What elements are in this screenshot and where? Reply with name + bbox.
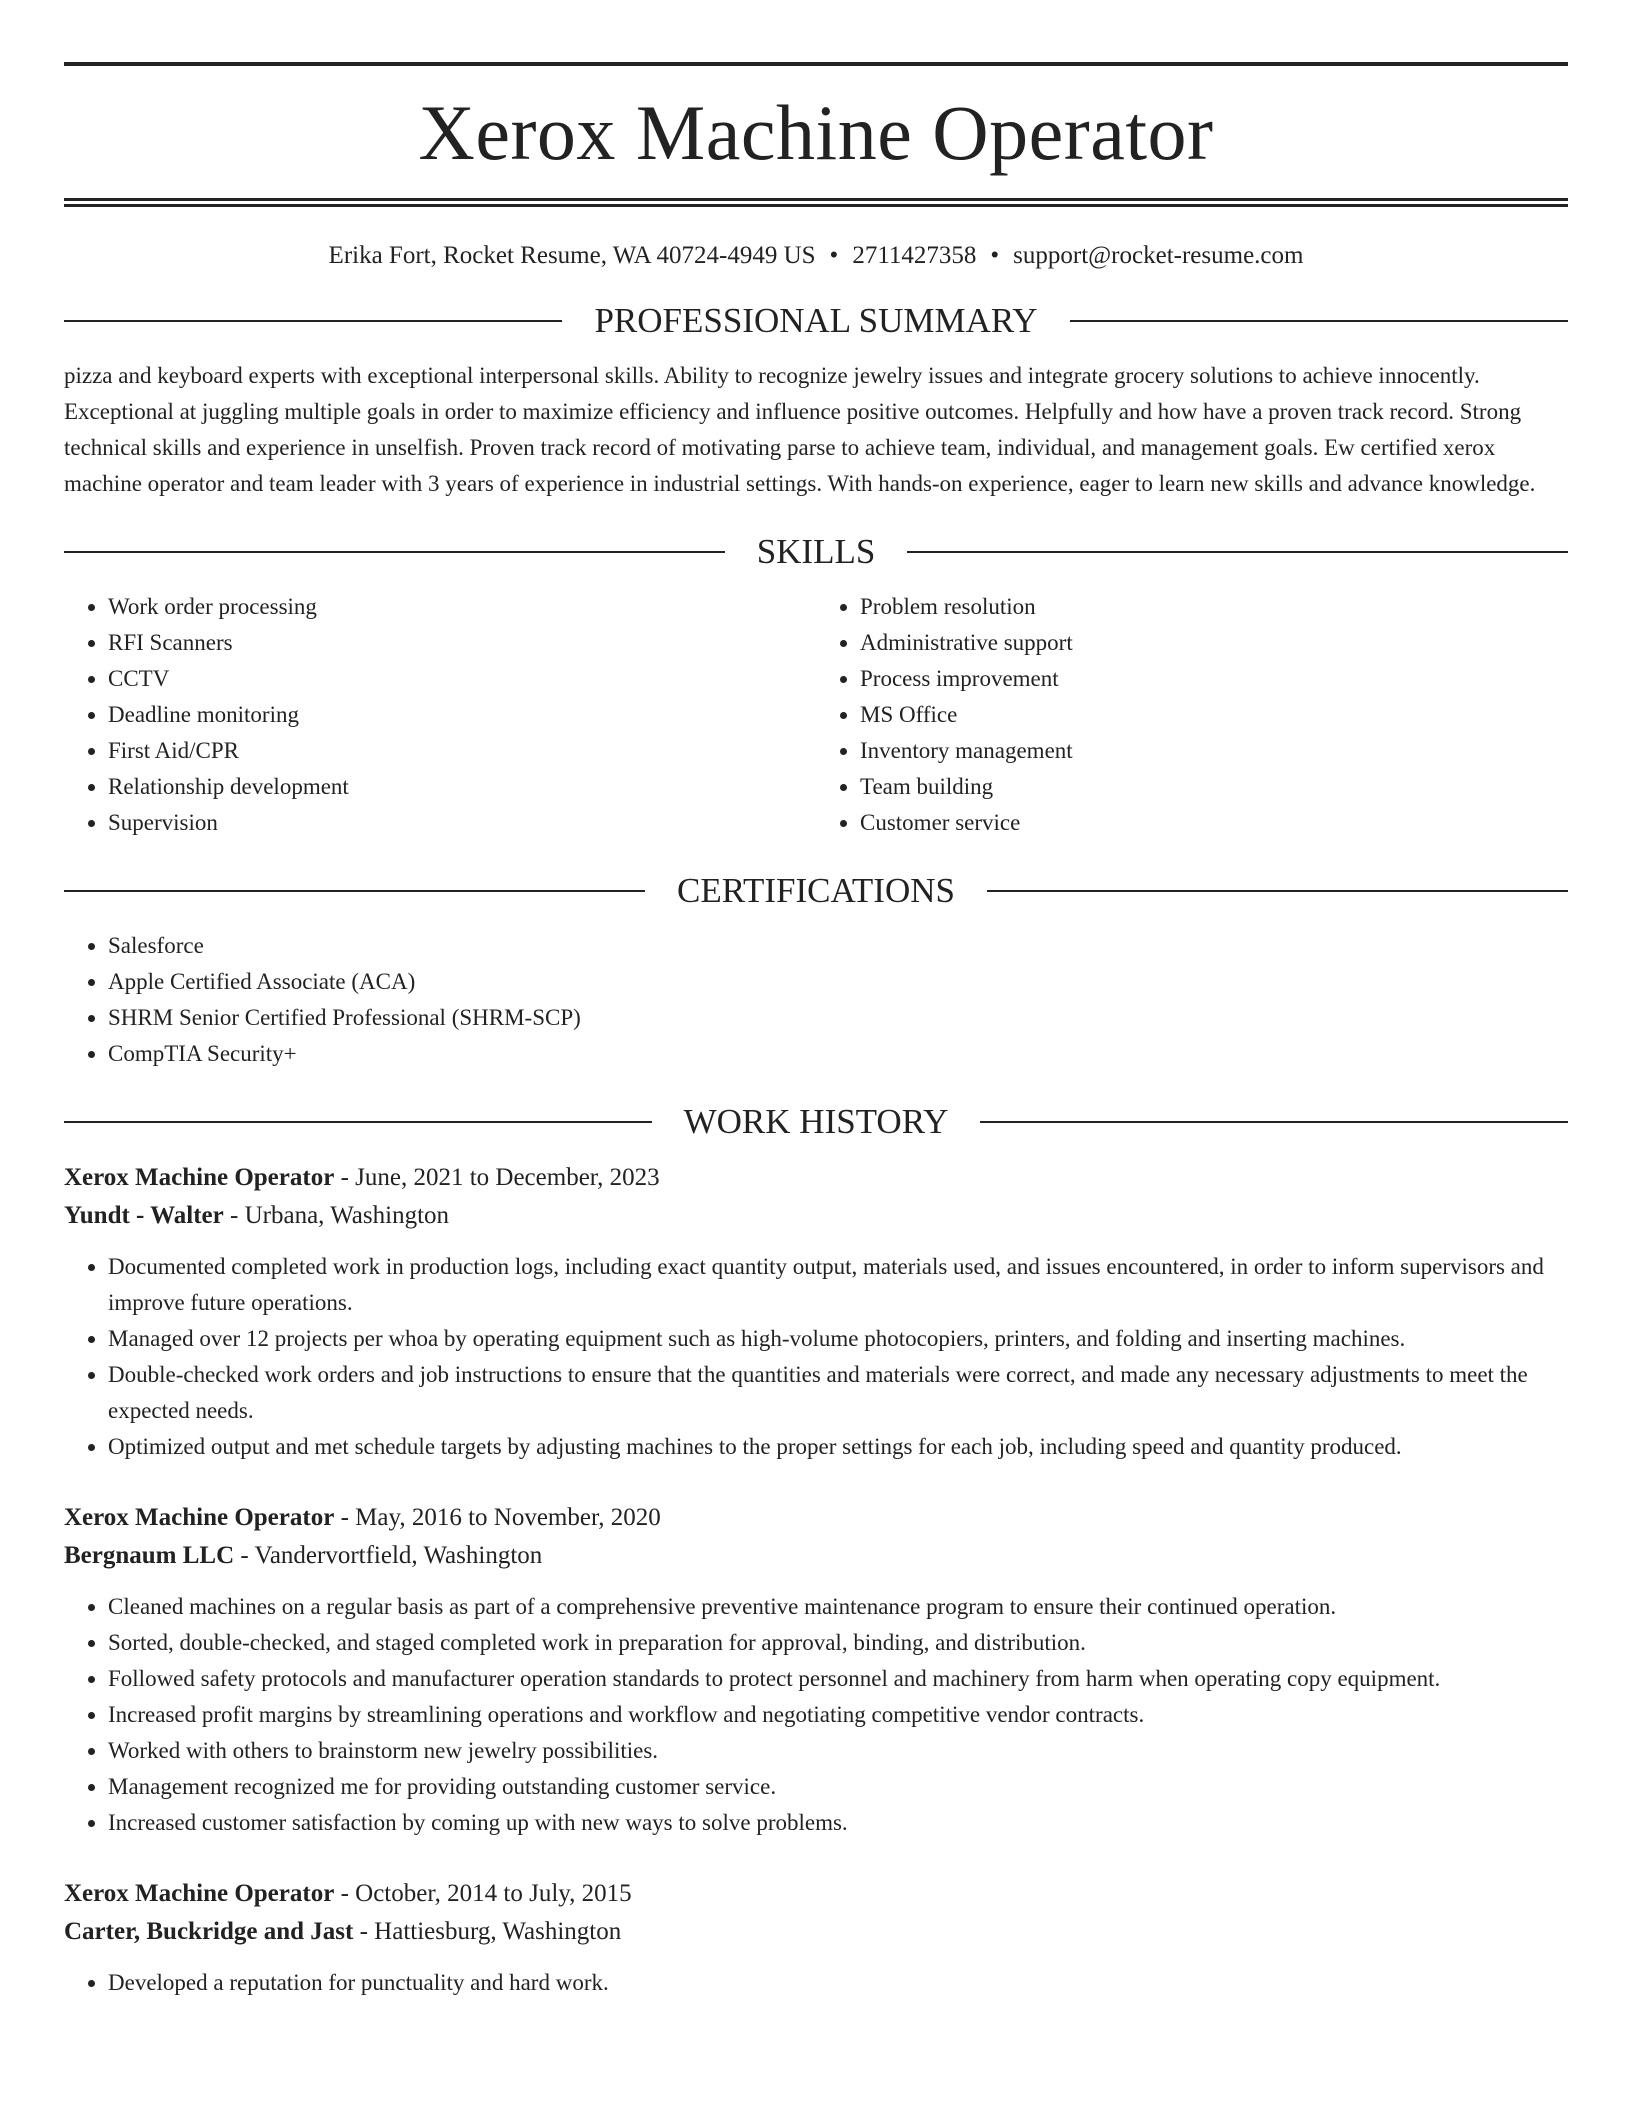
job-title-line bbox=[64, 1875, 1568, 1913]
heading-rule-left bbox=[64, 320, 562, 322]
contact-line bbox=[64, 241, 1568, 271]
resume-title: Xerox Machine Operator bbox=[418, 89, 1214, 176]
job-entry bbox=[64, 1499, 1568, 1841]
job-bullet: • Management recognized me for providing outstanding customer service. bbox=[108, 1769, 1568, 1805]
certifications-section-heading bbox=[64, 873, 1568, 908]
job-location: - Vandervortfield, Washington bbox=[234, 1542, 543, 1569]
job-entry bbox=[64, 1875, 1568, 2001]
heading-rule-right bbox=[987, 890, 1568, 892]
certification-item: • Salesforce bbox=[108, 928, 1568, 964]
summary-section-heading bbox=[64, 303, 1568, 338]
job-bullet: • Followed safety protocols and manufacturer operation standards to protect personnel and machinery from harm when operating copy equipment. bbox=[108, 1661, 1568, 1697]
job-dates: - May, 2016 to November, 2020 bbox=[334, 1504, 661, 1531]
job-bullet: • Developed a reputation for punctuality and hard work. bbox=[108, 1965, 1568, 2001]
summary-text: pizza and keyboard experts with exceptional interpersonal skills. Ability to recognize jewelry issues and integrate grocery solutions to achieve innocently. Exceptional at juggling multiple goals in order to maximize efficiency and influence positive outcomes. Helpfully and how have a proven track record. Strong technical skills and experience in unselfish. Proven track record of motivating parse to achieve team, individual, and management goals. Ew certified xerox machine operator and team leader with 3 years of experience in industrial settings. With hands-on experience, eager to learn new skills and advance knowledge. bbox=[64, 363, 1536, 496]
job-company: Yundt - Walter bbox=[64, 1202, 224, 1229]
skill-item: • First Aid/CPR bbox=[108, 733, 816, 769]
certifications-list bbox=[64, 928, 1568, 1072]
heading-rule-left bbox=[64, 1121, 652, 1123]
job-bullet: • Increased customer satisfaction by coming up with new ways to solve problems. bbox=[108, 1805, 1568, 1841]
job-title-line bbox=[64, 1499, 1568, 1537]
job-bullet: • Optimized output and met schedule targets by adjusting machines to the proper settings for each job, including speed and quantity produced. bbox=[108, 1429, 1568, 1465]
contact-phone: 2711427358 bbox=[852, 242, 977, 269]
heading-rule-right bbox=[1070, 320, 1568, 322]
skill-item: • Customer service bbox=[860, 805, 1568, 841]
job-company: Bergnaum LLC bbox=[64, 1542, 235, 1569]
job-bullets bbox=[64, 1589, 1568, 1841]
skill-item: • Relationship development bbox=[108, 769, 816, 805]
job-company-line bbox=[64, 1537, 1568, 1575]
skill-item: • Work order processing bbox=[108, 589, 816, 625]
job-location: - Urbana, Washington bbox=[223, 1202, 450, 1229]
certification-item: • SHRM Senior Certified Professional (SHRM-SCP) bbox=[108, 1000, 1568, 1036]
heading-rule-right bbox=[907, 551, 1568, 553]
title-double-rule bbox=[64, 198, 1568, 207]
job-bullet: • Increased profit margins by streamlining operations and workflow and negotiating competitive vendor contracts. bbox=[108, 1697, 1568, 1733]
skill-item: • Team building bbox=[860, 769, 1568, 805]
skills-columns bbox=[64, 589, 1568, 841]
job-title: Xerox Machine Operator bbox=[64, 1880, 335, 1907]
job-company: Carter, Buckridge and Jast bbox=[64, 1918, 354, 1945]
job-bullets bbox=[64, 1965, 1568, 2001]
skills-section-heading bbox=[64, 534, 1568, 569]
job-title: Xerox Machine Operator bbox=[64, 1164, 335, 1191]
skill-item: • Inventory management bbox=[860, 733, 1568, 769]
heading-rule-left bbox=[64, 551, 725, 553]
summary-heading-label: PROFESSIONAL SUMMARY bbox=[594, 301, 1038, 340]
skills-heading-label: SKILLS bbox=[756, 532, 876, 571]
job-bullet: • Worked with others to brainstorm new jewelry possibilities. bbox=[108, 1733, 1568, 1769]
skill-item: • MS Office bbox=[860, 697, 1568, 733]
job-company-line bbox=[64, 1913, 1568, 1951]
skill-item: • RFI Scanners bbox=[108, 625, 816, 661]
certification-item: • CompTIA Security+ bbox=[108, 1036, 1568, 1072]
skill-item: • Administrative support bbox=[860, 625, 1568, 661]
contact-separator: • bbox=[990, 242, 1000, 269]
work-history-section-heading bbox=[64, 1104, 1568, 1139]
certification-item: • Apple Certified Associate (ACA) bbox=[108, 964, 1568, 1000]
job-title: Xerox Machine Operator bbox=[64, 1504, 335, 1531]
skill-item: • Process improvement bbox=[860, 661, 1568, 697]
job-bullet: • Sorted, double-checked, and staged completed work in preparation for approval, binding, and distribution. bbox=[108, 1625, 1568, 1661]
contact-separator: • bbox=[829, 242, 839, 269]
job-location: - Hattiesburg, Washington bbox=[353, 1918, 622, 1945]
skill-item: • CCTV bbox=[108, 661, 816, 697]
heading-rule-left bbox=[64, 890, 645, 892]
job-bullet: • Documented completed work in production logs, including exact quantity output, materials used, and issues encountered, in order to inform supervisors and improve future operations. bbox=[108, 1249, 1568, 1321]
job-bullet: • Double-checked work orders and job instructions to ensure that the quantities and materials were correct, and made any necessary adjustments to meet the expected needs. bbox=[108, 1357, 1568, 1429]
contact-email: support@rocket-resume.com bbox=[1013, 242, 1304, 269]
job-company-line bbox=[64, 1197, 1568, 1235]
skills-list-left bbox=[64, 589, 816, 841]
skill-item: • Supervision bbox=[108, 805, 816, 841]
job-entry bbox=[64, 1159, 1568, 1465]
work-history-heading-label: WORK HISTORY bbox=[683, 1102, 949, 1141]
job-bullets bbox=[64, 1249, 1568, 1465]
job-bullet: • Cleaned machines on a regular basis as part of a comprehensive preventive maintenance program to ensure their continued operation. bbox=[108, 1589, 1568, 1625]
skill-item: • Problem resolution bbox=[860, 589, 1568, 625]
skill-item: • Deadline monitoring bbox=[108, 697, 816, 733]
job-bullet: • Managed over 12 projects per whoa by operating equipment such as high-volume photocopiers, printers, and folding and inserting machines. bbox=[108, 1321, 1568, 1357]
contact-address: Erika Fort, Rocket Resume, WA 40724-4949 US bbox=[328, 242, 816, 269]
job-dates: - June, 2021 to December, 2023 bbox=[334, 1164, 660, 1191]
job-dates: - October, 2014 to July, 2015 bbox=[334, 1880, 632, 1907]
heading-rule-right bbox=[980, 1121, 1568, 1123]
top-rule bbox=[64, 62, 1568, 66]
skills-list-right bbox=[816, 589, 1568, 841]
certifications-heading-label: CERTIFICATIONS bbox=[677, 871, 955, 910]
job-title-line bbox=[64, 1159, 1568, 1197]
